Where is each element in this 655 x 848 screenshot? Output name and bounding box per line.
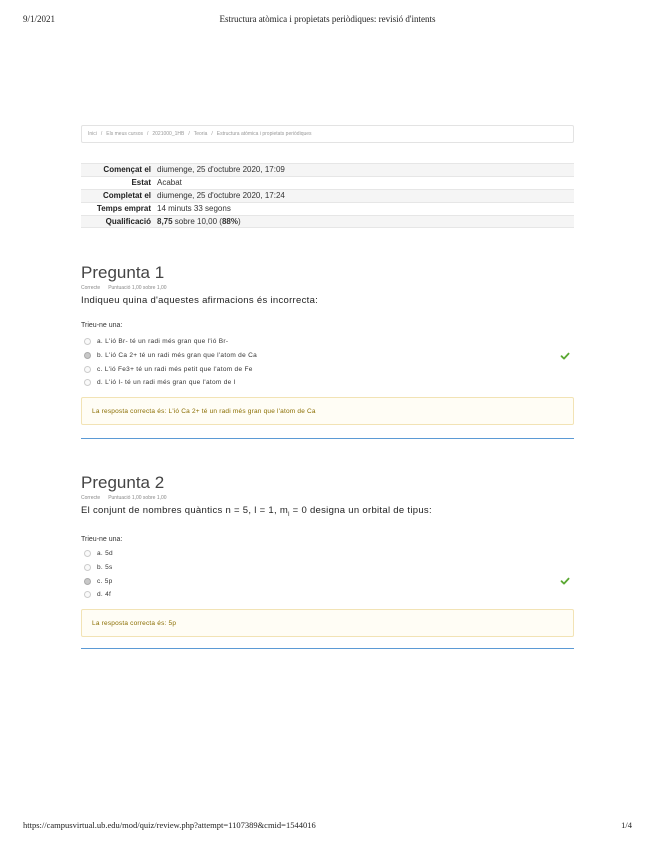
answer-option[interactable] bbox=[81, 588, 574, 602]
summary-label: Qualificació bbox=[105, 217, 151, 226]
grade-score: 8,75 bbox=[157, 217, 173, 226]
summary-row-time-taken bbox=[81, 202, 574, 215]
radio-button[interactable] bbox=[84, 338, 91, 345]
summary-row-started bbox=[81, 163, 574, 176]
breadcrumb-separator: / bbox=[146, 131, 149, 137]
grade-close: ) bbox=[237, 217, 241, 226]
question-score: Puntuació 1,00 sobre 1,00 bbox=[108, 495, 167, 501]
check-icon bbox=[560, 351, 570, 361]
grade-value bbox=[157, 216, 574, 227]
summary-row-completed bbox=[81, 189, 574, 202]
radio-button[interactable] bbox=[84, 379, 91, 386]
answer-option[interactable] bbox=[81, 362, 574, 376]
radio-button[interactable] bbox=[84, 564, 91, 571]
answer-label: a. 5d bbox=[97, 550, 113, 558]
print-footer bbox=[23, 820, 632, 832]
print-date: 9/1/2021 bbox=[23, 14, 56, 24]
radio-button-selected[interactable] bbox=[84, 578, 91, 585]
radio-button-selected[interactable] bbox=[84, 352, 91, 359]
answer-option[interactable] bbox=[81, 349, 574, 363]
answer-option[interactable] bbox=[81, 561, 574, 575]
question-text bbox=[81, 505, 574, 518]
question-text-part: = 0 designa un orbital de tipus: bbox=[289, 505, 432, 516]
check-icon bbox=[560, 576, 570, 586]
summary-label: Completat el bbox=[102, 191, 151, 200]
question-divider bbox=[81, 438, 574, 439]
question-text: Indiqueu quina d'aquestes afirmacions és incorrecta: bbox=[81, 295, 319, 306]
answer-label: d. L'ió I- té un radi més gran que l'atom de I bbox=[97, 379, 236, 387]
breadcrumb-separator: / bbox=[188, 131, 190, 137]
question-text-subscript: l bbox=[288, 511, 290, 518]
grade-percent: 88% bbox=[221, 217, 238, 226]
answer-label: a. L'ió Br- té un radi més gran que l'ió Br- bbox=[97, 338, 229, 346]
answer-prompt: Trieu-ne una: bbox=[81, 322, 123, 329]
answer-label: c. 5p bbox=[97, 577, 113, 585]
answer-label: d. 4f bbox=[97, 591, 112, 599]
correct-answer-feedback: La resposta correcta és: 5p bbox=[81, 609, 574, 637]
breadcrumb-section[interactable]: Teoria bbox=[193, 131, 208, 137]
answer-prompt: Trieu-ne una: bbox=[81, 535, 123, 543]
question-2 bbox=[81, 473, 574, 637]
summary-value: 14 minuts 33 segons bbox=[157, 204, 231, 213]
question-title: Pregunta 1 bbox=[81, 263, 165, 282]
answer-list bbox=[81, 547, 574, 602]
answer-option[interactable] bbox=[81, 574, 574, 588]
question-divider bbox=[81, 648, 574, 649]
question-info bbox=[81, 285, 574, 292]
radio-button[interactable] bbox=[84, 366, 91, 373]
breadcrumb-my-courses[interactable]: Els meus cursos bbox=[106, 131, 143, 137]
print-title: Estructura atòmica i propietats periòdiques: revisió d'intents bbox=[219, 14, 436, 24]
print-header bbox=[23, 14, 632, 28]
radio-button[interactable] bbox=[84, 591, 91, 598]
breadcrumb-separator: / bbox=[100, 131, 103, 137]
summary-value: Acabat bbox=[157, 178, 182, 187]
summary-value: diumenge, 25 d'octubre 2020, 17:09 bbox=[157, 165, 285, 174]
breadcrumb bbox=[81, 125, 574, 143]
summary-row-grade bbox=[81, 215, 574, 228]
breadcrumb-course[interactable]: 2021000_1HB bbox=[152, 131, 185, 137]
question-status: Correcte bbox=[81, 495, 101, 501]
question-score: Puntuació 1,00 sobre 1,00 bbox=[108, 285, 167, 291]
breadcrumb-home[interactable]: Inici bbox=[88, 131, 97, 137]
summary-label: Temps emprat bbox=[96, 204, 151, 213]
question-status: Correcte bbox=[81, 285, 101, 291]
question-title: Pregunta 2 bbox=[81, 473, 165, 492]
grade-out-of: sobre 10,00 ( bbox=[172, 217, 222, 226]
radio-button[interactable] bbox=[84, 550, 91, 557]
summary-label: Començat el bbox=[103, 165, 151, 174]
summary-label: Estat bbox=[131, 178, 151, 187]
correct-answer-feedback: La resposta correcta és: L'ió Ca 2+ té un radi més gran que l'atom de Ca bbox=[81, 397, 574, 425]
answer-label: b. 5s bbox=[97, 563, 113, 571]
answer-option[interactable] bbox=[81, 376, 574, 390]
page-number: 1/4 bbox=[621, 820, 632, 830]
answer-option[interactable] bbox=[81, 547, 574, 561]
question-text-part: El conjunt de nombres quàntics n = 5, l = 1, m bbox=[81, 505, 289, 516]
answer-label: c. L'ió Fe3+ té un radi més petit que l'atom de Fe bbox=[97, 365, 253, 373]
summary-row-state bbox=[81, 176, 574, 189]
breadcrumb-quiz[interactable]: Estructura atòmica i propietats periòdiques bbox=[216, 131, 312, 137]
answer-list bbox=[81, 335, 574, 390]
answer-label: b. L'ió Ca 2+ té un radi més gran que l'atom de Ca bbox=[97, 352, 258, 360]
question-1 bbox=[81, 263, 574, 425]
answer-option[interactable] bbox=[81, 335, 574, 349]
question-info bbox=[81, 495, 574, 502]
breadcrumb-separator: / bbox=[211, 131, 213, 137]
summary-value: diumenge, 25 d'octubre 2020, 17:24 bbox=[157, 191, 285, 200]
print-url: https://campusvirtual.ub.edu/mod/quiz/review.php?attempt=1107389&cmid=1544016 bbox=[23, 820, 316, 830]
attempt-summary-table bbox=[81, 163, 574, 228]
